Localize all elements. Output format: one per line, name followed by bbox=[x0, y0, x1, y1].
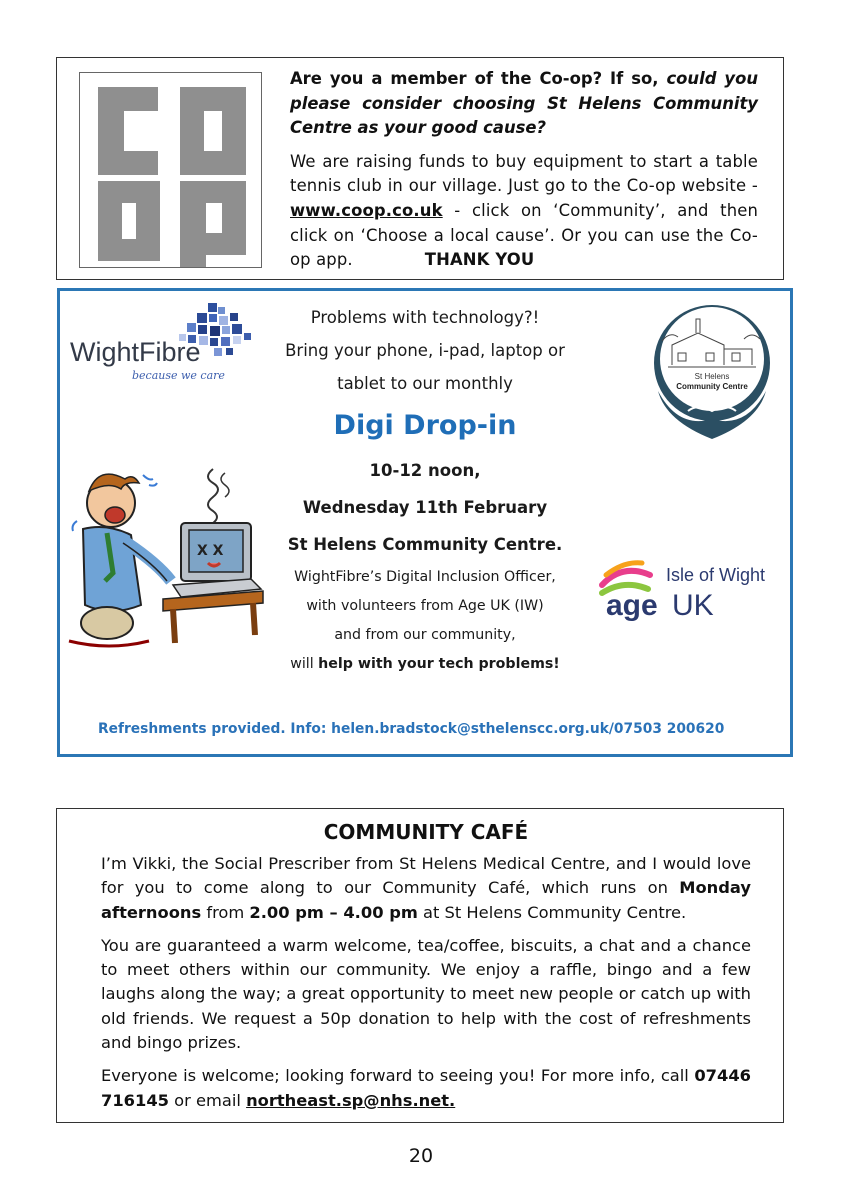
cafe-phone: 07446 716145 bbox=[101, 1066, 751, 1110]
digi-officer: WightFibre’s Digital Inclusion Officer, bbox=[294, 569, 556, 585]
cafe-paragraph-intro bbox=[101, 852, 751, 925]
frustrated-computer-user-illustration bbox=[63, 463, 268, 658]
digi-footer-info: Refreshments provided. Info: helen.bradstock@sthelenscc.org.uk/07503 200620 bbox=[98, 721, 725, 737]
cafe-contact-b: or email bbox=[168, 1090, 247, 1110]
cafe-day: Monday afternoons bbox=[101, 878, 751, 922]
coop-body-part2: - click on ‘Community’, and then click on ‘Choose a local cause’. Or you can use the Co-op app. bbox=[290, 200, 758, 270]
digi-time: 10-12 noon, bbox=[369, 461, 481, 480]
cafe-email-link[interactable]: northeast.sp@nhs.net. bbox=[246, 1090, 456, 1110]
page-number: 20 bbox=[408, 1145, 434, 1167]
cafe-intro-a: I’m Vikki, the Social Prescriber from St Helens Medical Centre, and I would love for you to come along to our Community Café, which runs on bbox=[101, 854, 751, 898]
coop-logo-graphic bbox=[80, 73, 262, 268]
st-helens-community-centre-logo bbox=[648, 301, 778, 443]
digi-venue: St Helens Community Centre. bbox=[287, 535, 563, 554]
digi-line-bring: Bring your phone, i-pad, laptop or bbox=[285, 341, 565, 360]
digi-help bbox=[250, 650, 600, 679]
coop-logo bbox=[79, 72, 262, 268]
cafe-intro-c: from bbox=[201, 902, 250, 922]
digi-drop-in-section bbox=[57, 288, 793, 757]
digi-title: Digi Drop-in bbox=[333, 410, 517, 441]
coop-website-link[interactable]: www.coop.co.uk bbox=[290, 200, 443, 220]
ageuk-region: Isle of Wight bbox=[666, 565, 766, 585]
ageuk-uk: UK bbox=[672, 589, 714, 621]
cafe-contact-a: Everyone is welcome; looking forward to seeing you! For more info, call bbox=[101, 1066, 695, 1086]
svg-text:X X: X X bbox=[197, 543, 224, 559]
wightfibre-wordmark: WightFibre bbox=[70, 337, 201, 367]
digi-volunteers: with volunteers from Age UK (IW) bbox=[306, 598, 544, 614]
age-uk-logo bbox=[596, 559, 784, 621]
coop-body-part1: We are raising funds to buy equipment to start a table tennis club in our village. Just go to the Co-op website - bbox=[290, 151, 758, 196]
wightfibre-logo bbox=[66, 299, 256, 389]
cafe-time: 2.00 pm – 4.00 pm bbox=[249, 902, 418, 922]
digi-date: Wednesday 11th February bbox=[302, 498, 548, 517]
cafe-paragraph-welcome: You are guaranteed a warm welcome, tea/coffee, biscuits, a chat and a chance to meet others within our community. We enjoy a raffle, bingo and a few laughs along the way; a great opportunity to meet new people or catch up with old friends. We request a 50p donation to help with the cost of refreshments and bingo prizes. bbox=[101, 935, 751, 1053]
coop-body bbox=[290, 150, 758, 273]
digi-line-problems: Problems with technology?! bbox=[310, 308, 540, 327]
coop-section bbox=[56, 57, 784, 280]
digi-help-bold: help with your tech problems! bbox=[318, 656, 560, 672]
shcc-logo-line2: Community Centre bbox=[676, 382, 748, 391]
cafe-title: COMMUNITY CAFÉ bbox=[323, 820, 529, 844]
shcc-logo-line1: St Helens bbox=[694, 372, 730, 381]
coop-question bbox=[290, 67, 758, 141]
digi-main-text bbox=[250, 301, 600, 679]
ageuk-age: age bbox=[606, 589, 658, 621]
digi-line-tablet: tablet to our monthly bbox=[337, 374, 513, 393]
cafe-intro-e: at St Helens Community Centre. bbox=[417, 902, 687, 922]
coop-question-italic: could you please consider choosing St Helens Community Centre as your good cause? bbox=[290, 69, 759, 138]
coop-question-plain: Are you a member of the Co-op? If so, bbox=[290, 69, 667, 88]
coop-text bbox=[290, 67, 758, 273]
community-cafe-section bbox=[56, 808, 784, 1123]
cafe-paragraph-contact bbox=[101, 1064, 751, 1113]
thank-you-text: THANK YOU bbox=[424, 250, 535, 270]
digi-help-prefix: will bbox=[290, 656, 319, 672]
wightfibre-tagline: because we care bbox=[132, 369, 225, 382]
digi-community: and from our community, bbox=[334, 627, 516, 643]
